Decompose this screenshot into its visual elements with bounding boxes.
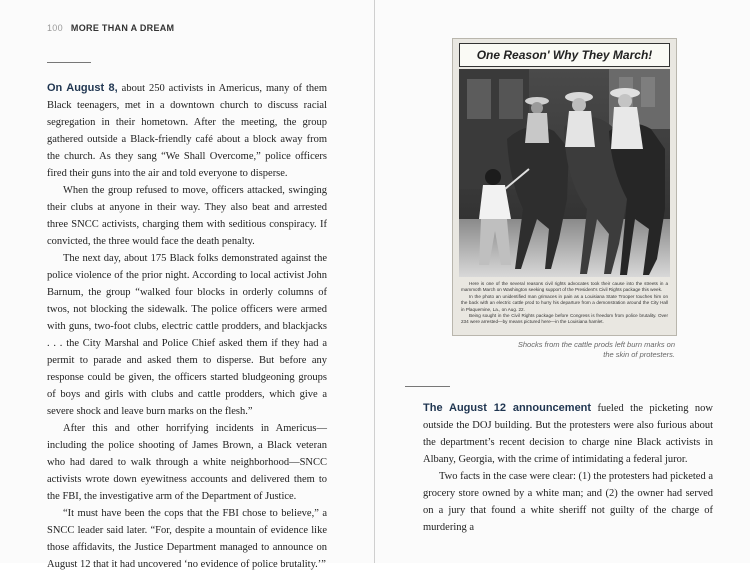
right-body-text — [423, 400, 713, 536]
paragraph: When the group refused to move, officers attacked, swinging their clubs at anyone in their way. They also beat and arrested three SNCC activists, charging them with seditious conspiracy. If convicted, the three would face the death penalty. — [47, 185, 327, 247]
lead-in: On August 8, — [47, 82, 118, 94]
clipping-caption-text: Here is one of the several reasons civil rights advocates took their cause into the streets in a mammoth March on Washington seeking support of the President's Civil Rights package this week. — [461, 281, 668, 293]
section-rule — [47, 62, 91, 63]
paragraph: After this and other horrifying incidents in Americus—including the police shooting of James Brown, a Black veteran who had dared to walk through a white neighborhood—SNCC activists wrote down eyewitness accounts and delivered them to the FBI, the investigative arm of the Department of Justice. — [47, 423, 327, 502]
clipping-headline: One Reason' Why They March! — [459, 43, 670, 67]
section-rule — [405, 386, 450, 387]
left-page — [0, 0, 374, 570]
newspaper-clipping — [452, 38, 677, 336]
book-title: MORE THAN A DREAM — [70, 23, 175, 33]
paragraph: The next day, about 175 Black folks demonstrated against the police violence of the prior night. According to local activist John Barnum, the group “walked four blocks in orderly columns of twos, not blocking the sidewalk. The police officers were armed with guns, two-foot clubs, electric cattle prodders, and blackjacks . . . the City Marshal and Police Chief asked them if they had a permit to parade and asked them to disperse. But before any response could be given, the officers started bludgeoning groups of boys and girls with clubs and cattle prodders, which give a severe shock and leave burn marks on the flesh.” — [47, 253, 327, 417]
clipping-caption — [461, 281, 668, 326]
left-body-text — [47, 80, 327, 573]
paragraph: Two facts in the case were clear: (1) the protesters had picketed a grocery store owned by a white man; and (2) the owner had served on a jury that found a white sheriff not guilty of the charge of murdering a — [423, 471, 713, 533]
page-number: 100 — [47, 23, 63, 33]
paragraph — [47, 80, 327, 182]
running-header — [47, 23, 174, 33]
paragraph: “It must have been the cops that the FBI chose to believe,” a SNCC leader said later. “For, despite a mountain of evidence like those affidavits, the Justice Department managed to announce on August 12 that it had uncovered ‘no evidence of police brutality.’” — [47, 508, 327, 570]
clipping-caption-text: Being sought in the Civil Rights package before Congress is freedom from police brutality. Over 234 were arrested—by means pictured here—in the Louisiana hamlet. — [461, 313, 668, 325]
paragraph-text: about 250 activists in Americus, many of them Black teenagers, met in a downtown church to discuss racial segregation in their hometown. After the meeting, the group gathered outside a Black-friendly café about a block away from the church. As they sang “We Shall Overcome,” police officers fired their guns into the air and told everyone to disperse. — [47, 83, 327, 179]
paragraph-text: fueled the picketing now outside the DOJ building. But the protesters were also furious about the department’s recent decision to charge nine Black activists in Albany, Georgia, with the crime of intimidating a federal juror. — [423, 403, 714, 465]
historical-photo — [459, 69, 670, 277]
lead-in: The August 12 announcement — [423, 402, 592, 414]
paragraph — [423, 400, 713, 468]
clipping-caption-text: In the photo an unidentified man grimaces in pain as a Louisiana State Trooper touches him on the back with an electric cattle prod to hurry his departure from a demonstration around the City Hall in Plaquemine, La., on Aug. 22. — [461, 293, 668, 312]
photo-caption: Shocks from the cattle prods left burn marks on the skin of protesters. — [517, 340, 675, 359]
